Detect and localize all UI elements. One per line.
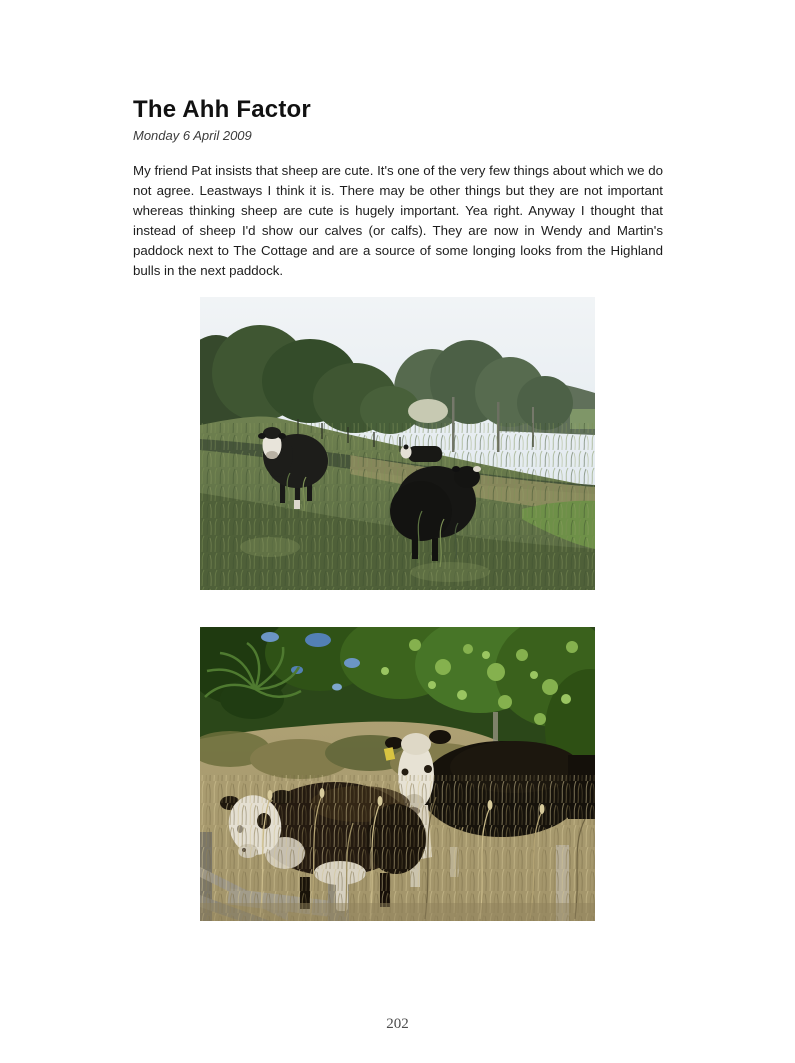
- page-title: The Ahh Factor: [133, 96, 311, 123]
- page-number: 202: [386, 1016, 409, 1032]
- post-date: Monday 6 April 2009: [133, 128, 252, 143]
- photo-calves-hillside: [200, 297, 595, 590]
- body-paragraph: My friend Pat insists that sheep are cute. It's one of the very few things about which we do not agree. Leastways I think it is. There may be other things but they are not important whereas thinking sheep are cute is hugely important. Yea right. Anyway I thought that instead of sheep I'd show our calves (or calfs). They are now in Wendy and Martin's paddock next to The Cottage and are a source of some longing looks from the Highland bulls in the next paddock.: [133, 163, 663, 278]
- calves-hillside-illustration: [200, 297, 595, 590]
- photo-calves-closeup: [200, 627, 595, 921]
- calves-closeup-illustration: [200, 627, 595, 921]
